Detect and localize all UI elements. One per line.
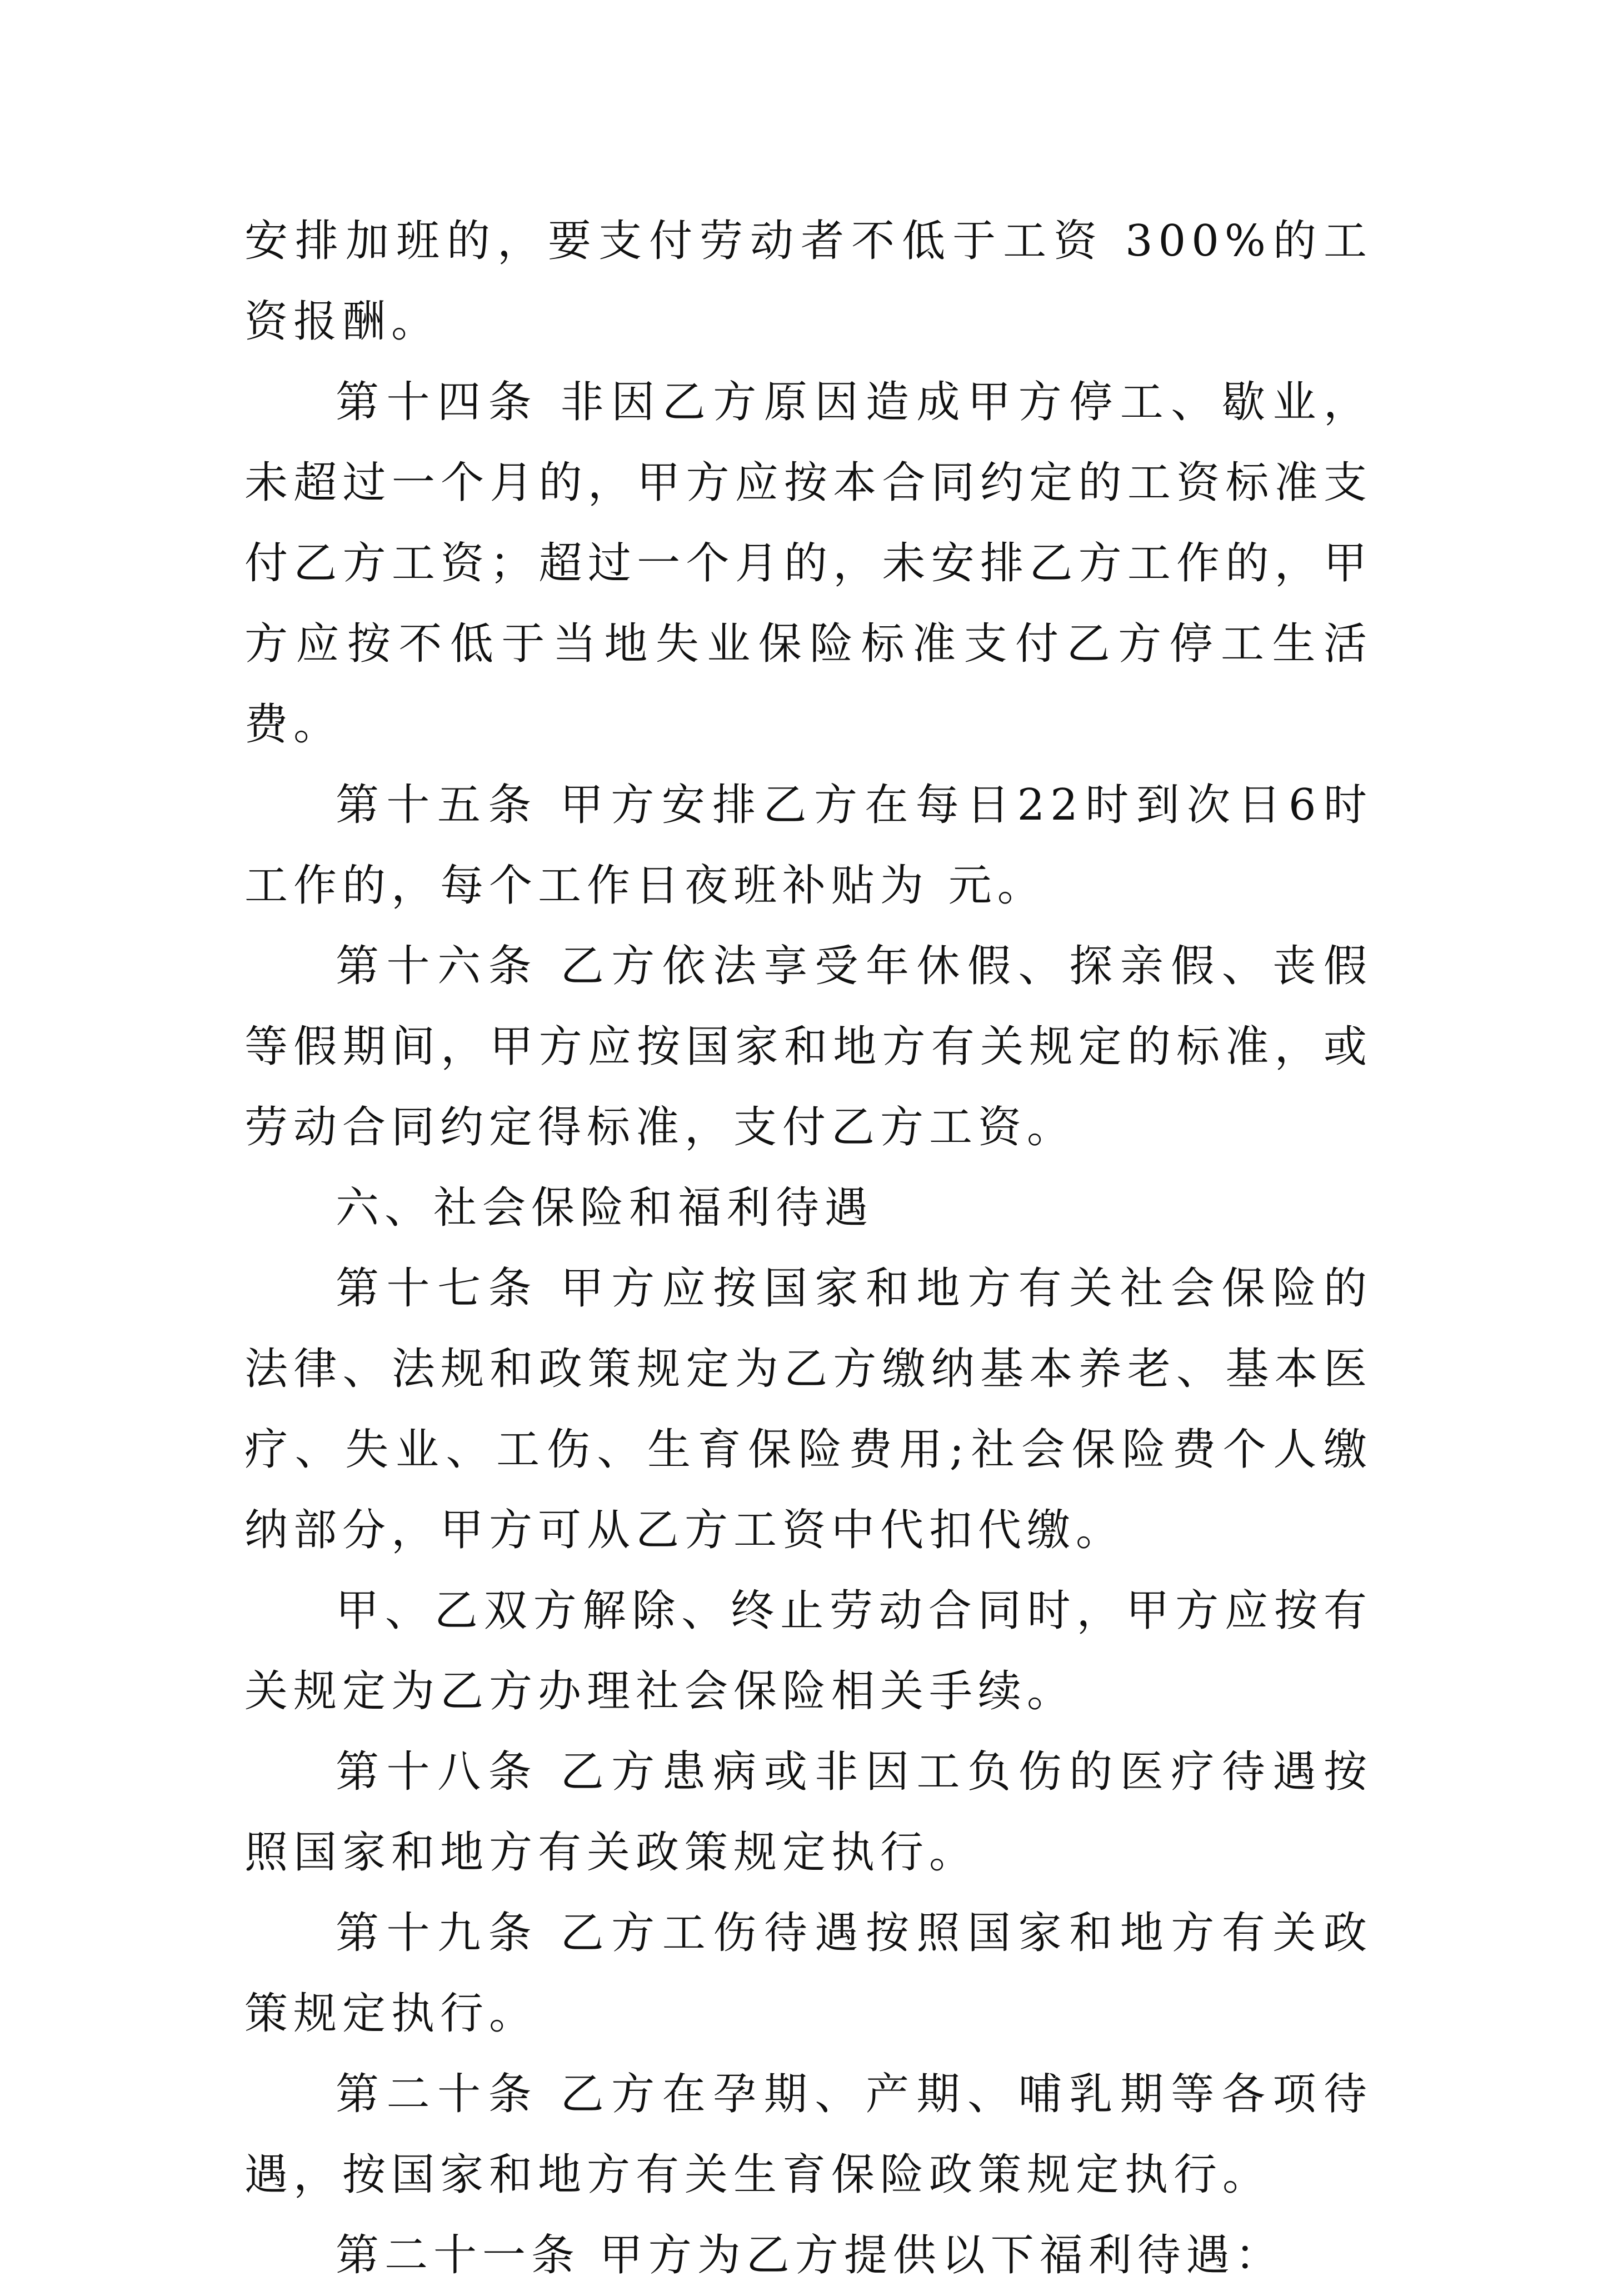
document-body [244,201,1372,2296]
paragraph-article-20: 第二十条 乙方在孕期、产期、哺乳期等各项待遇，按国家和地方有关生育保险政策规定执行。 [244,2069,1372,2200]
paragraph-article-21: 第二十一条 甲方为乙方提供以下福利待遇： [336,2230,1284,2280]
paragraph-article-19: 第十九条 乙方工伤待遇按照国家和地方有关政策规定执行。 [244,1908,1372,2039]
paragraph-article-16: 第十六条 乙方依法享受年休假、探亲假、丧假等假期间，甲方应按国家和地方有关规定的标准，或劳动合同约定得标准，支付乙方工资。 [244,941,1372,1152]
paragraph-overtime-pay: 安排加班的，要支付劳动者不低于工资 300%的工资报酬。 [244,216,1372,347]
paragraph-article-17: 第十七条 甲方应按国家和地方有关社会保险的法律、法规和政策规定为乙方缴纳基本养老、基本医疗、失业、工伤、生育保险费用;社会保险费个人缴纳部分，甲方可从乙方工资中代扣代缴。 [244,1264,1372,1555]
paragraph-article-18: 第十八条 乙方患病或非因工负伤的医疗待遇按照国家和地方有关政策规定执行。 [244,1747,1372,1878]
paragraph-contract-termination: 甲、乙双方解除、终止劳动合同时，甲方应按有关规定为乙方办理社会保险相关手续。 [244,1586,1372,1716]
paragraph-article-15: 第十五条 甲方安排乙方在每日22时到次日6时工作的，每个工作日夜班补贴为 元。 [244,780,1372,911]
section-heading-social-insurance: 六、社会保险和福利待遇 [336,1183,874,1233]
paragraph-article-14: 第十四条 非因乙方原因造成甲方停工、歇业，未超过一个月的，甲方应按本合同约定的工资标准支付乙方工资；超过一个月的，未安排乙方工作的，甲方应按不低于当地失业保险标准支付乙方停工生活费。 [244,377,1372,750]
